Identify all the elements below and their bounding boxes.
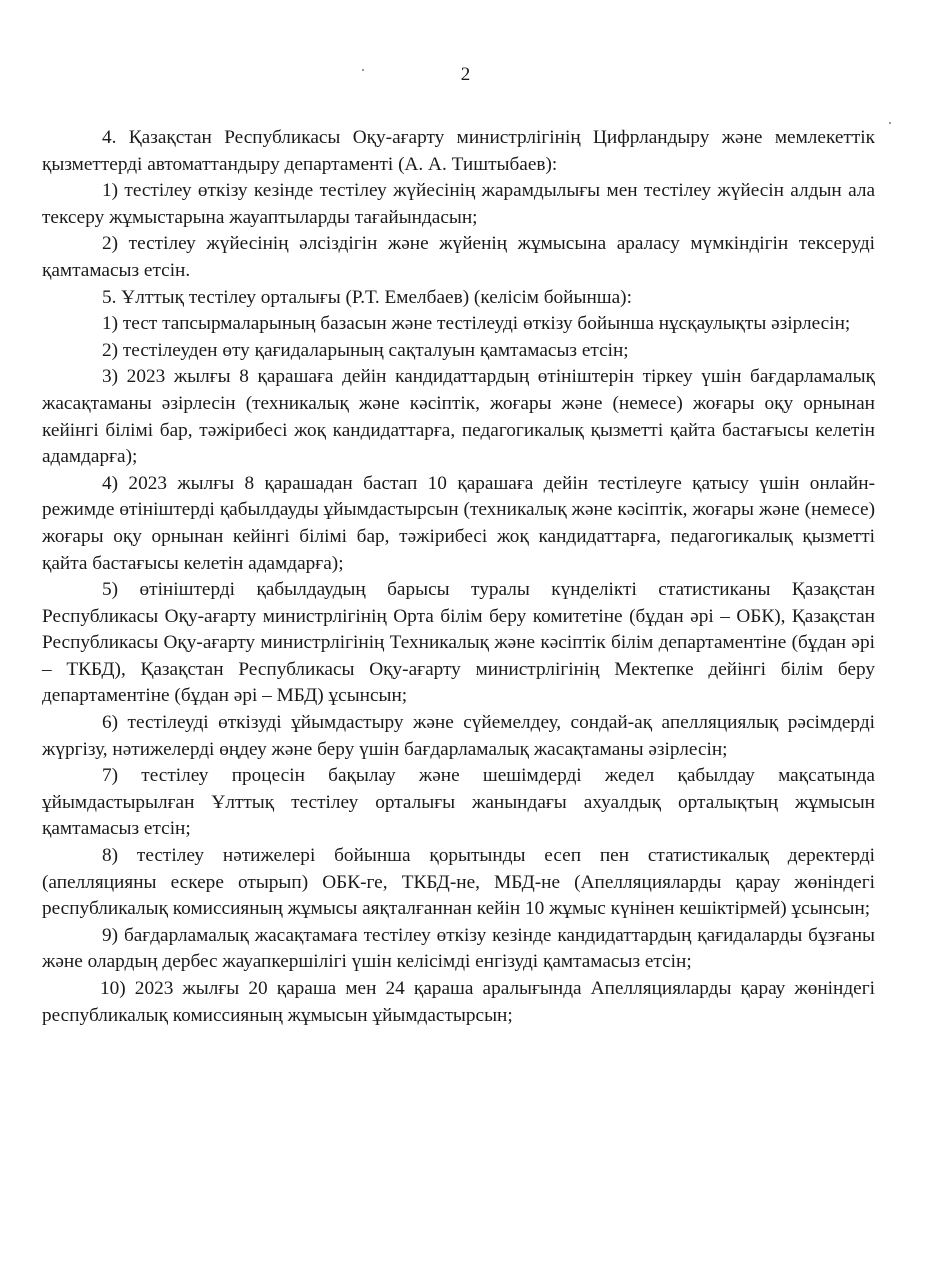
paragraph-4-item-2: 2) тестілеу жүйесінің әлсіздігін және жүйенің жұмысына араласу мүмкіндігін тексеруді қамтамасыз етсін. bbox=[42, 233, 875, 281]
paragraph-5-item-10: 10) 2023 жылғы 20 қараша мен 24 қараша аралығында Апелляцияларды қарау жөніндегі республикалық комиссияның жұмысын ұйымдастырсын; bbox=[42, 978, 875, 1026]
scan-speck bbox=[889, 122, 891, 124]
scan-speck bbox=[362, 69, 364, 71]
paragraph-5-item-8: 8) тестілеу нәтижелері бойынша қорытынды есеп пен статистикалық деректерді (апелляцияны ескере отырып) ОБК-ге, ТКБД-не, МБД-не (Апелляцияларды қарау жөніндегі республикалық комиссияның жұмысы аяқталғаннан кейін 10 жұмыс күнінен кешіктірмей) ұсынсын; bbox=[42, 845, 875, 920]
paragraph-section-5: 5. Ұлттық тестілеу орталығы (Р.Т. Емелбаев) (келісім бойынша): bbox=[102, 286, 632, 308]
paragraph-4-item-1: 1) тестілеу өткізу кезінде тестілеу жүйесінің жарамдылығы мен тестілеу жүйесін алдын ала тексеру жұмыстарына жауаптыларды тағайындасын; bbox=[42, 180, 875, 228]
paragraph-5-item-3: 3) 2023 жылғы 8 қарашаға дейін кандидаттардың өтініштерін тіркеу үшін бағдарламалық жасақтаманы әзірлесін (техникалық және кәсіптік, жоғары және (немесе) жоғары оқу орнынан кейінгі білімі бар, тәжірибесі жоқ кандидаттарға, педагогикалық қызметті қайта бастағысы келетін адамдарға); bbox=[42, 366, 875, 468]
paragraph-5-item-4: 4) 2023 жылғы 8 қарашадан бастап 10 қарашаға дейін тестілеуге қатысу үшін онлайн-режимде өтініштерді қабылдауды ұйымдастырсын (техникалық және кәсіптік, жоғары және (немесе) жоғары оқу орнынан кейінгі білімі бар, тәжірибесі жоқ кандидаттарға, педагогикалық қызметті қайта бастағысы келетін адамдарға); bbox=[42, 472, 875, 574]
paragraph-5-item-2: 2) тестілеуден өту қағидаларының сақталуын қамтамасыз етсін; bbox=[102, 339, 629, 361]
paragraph-5-item-1: 1) тест тапсырмаларының базасын және тестілеуді өткізу бойынша нұсқаулықты әзірлесін; bbox=[102, 313, 851, 335]
paragraph-5-item-6: 6) тестілеуді өткізуді ұйымдастыру және сүйемелдеу, сондай-ақ апелляциялық рәсімдерді жүргізу, нәтижелерді өңдеу және беру үшін бағдарламалық жасақтаманы әзірлесін; bbox=[42, 712, 875, 760]
paragraph-5-item-7: 7) тестілеу процесін бақылау және шешімдерді жедел қабылдау мақсатында ұйымдастырылған Ұлттық тестілеу орталығы жанындағы ахуалдық орталықтың жұмысын қамтамасыз етсін; bbox=[42, 765, 875, 840]
document-body bbox=[42, 125, 875, 1029]
paragraph-5-item-5: 5) өтініштерді қабылдаудың барысы туралы күнделікті статистиканы Қазақстан Республикасы Оқу-ағарту министрлігінің Орта білім беру комитетіне (бұдан әрі – ОБК), Қазақстан Республикасы Оқу-ағарту министрлігінің Техникалық және кәсіптік білім департаментіне (бұдан әрі – ТКБД), Қазақстан Республикасы Оқу-ағарту министрлігінің Мектепке дейінгі білім беру департаментіне (бұдан әрі – МБД) ұсынсын; bbox=[42, 579, 875, 707]
paragraph-section-4: 4. Қазақстан Республикасы Оқу-ағарту министрлігінің Цифрландыру және мемлекеттік қызметтерді автоматтандыру департаменті (А. А. Тиштыбаев): bbox=[42, 127, 875, 175]
paragraph-5-item-9: 9) бағдарламалық жасақтамаға тестілеу өткізу кезінде кандидаттардың қағидаларды бұзғаны және олардың дербес жауапкершілігі үшін келісімді енгізуді қамтамасыз етсін; bbox=[42, 924, 875, 973]
page-number: 2 bbox=[460, 64, 471, 85]
